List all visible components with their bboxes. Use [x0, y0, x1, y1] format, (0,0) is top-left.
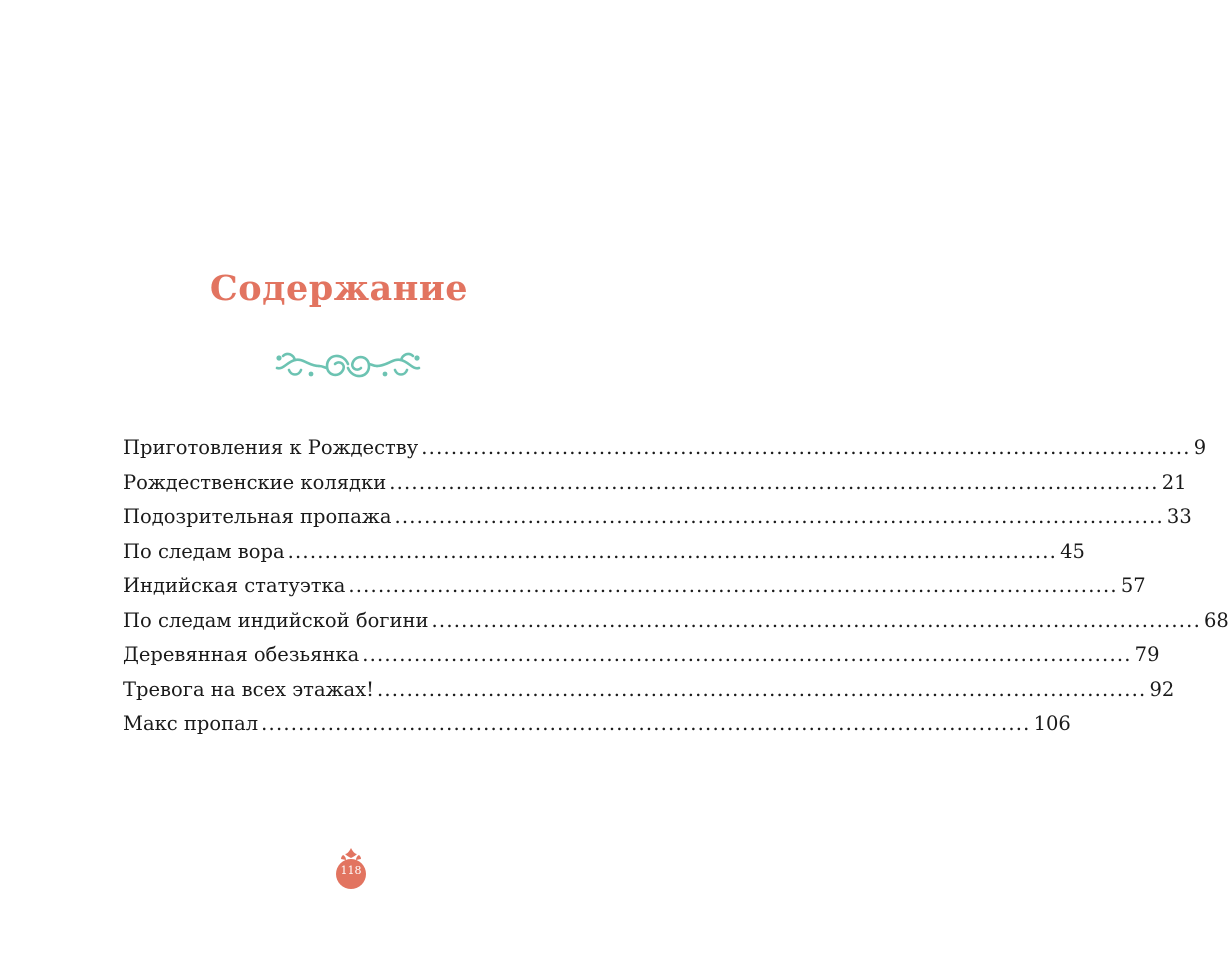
toc-entry-title: Индийская статуэтка	[123, 574, 346, 597]
toc-entry-title: Макс пропал	[123, 712, 259, 735]
toc-entry-page: 79	[1134, 643, 1160, 666]
toc-entry-page: 68	[1203, 608, 1229, 632]
page-number: 118	[340, 864, 362, 877]
toc-entry-page: 92	[1149, 677, 1175, 701]
toc-entry-page: 106	[1033, 712, 1071, 735]
toc-leader-dots: ........................................................................................................	[394, 505, 1164, 528]
toc-leader-dots: ........................................................................................................	[376, 677, 1147, 701]
toc-entry[interactable]	[123, 712, 1071, 747]
page-title: Содержание	[209, 268, 469, 309]
toc-leader-dots: ........................................................................................................	[389, 470, 1159, 494]
toc-leader-dots: ........................................................................................................	[362, 643, 1132, 666]
toc-entry[interactable]	[123, 539, 1085, 575]
toc-leader-dots: ........................................................................................................	[287, 539, 1058, 563]
toc-entry-title: Приготовления к Рождеству	[123, 436, 419, 459]
toc-leader-dots: ........................................................................................................	[431, 608, 1201, 632]
toc-entry-page: 21	[1161, 470, 1187, 494]
table-of-contents	[123, 436, 1229, 747]
toc-leader-dots: ........................................................................................................	[421, 436, 1191, 459]
toc-entry[interactable]	[123, 643, 1160, 678]
toc-leader-dots: ........................................................................................................	[348, 574, 1118, 597]
toc-entry[interactable]	[123, 436, 1207, 471]
toc-entry-title: Тревога на всех этажах!	[123, 677, 374, 701]
toc-entry-page: 33	[1166, 505, 1192, 528]
toc-entry-title: Подозрительная пропажа	[123, 505, 392, 528]
toc-entry-page: 45	[1060, 539, 1085, 563]
toc-entry-title: Деревянная обезьянка	[123, 643, 360, 666]
toc-entry-title: Рождественские колядки	[123, 470, 387, 494]
toc-entry[interactable]	[123, 677, 1175, 713]
toc-entry-title: По следам вора	[123, 539, 285, 563]
toc-entry-title: По следам индийской богини	[123, 608, 429, 632]
toc-entry[interactable]	[123, 470, 1187, 506]
flourish-ornament-icon	[275, 344, 421, 388]
toc-entry[interactable]	[123, 574, 1146, 609]
toc-entry-page: 9	[1193, 436, 1207, 459]
toc-leader-dots: ........................................................................................................	[261, 712, 1031, 735]
toc-entry[interactable]	[123, 505, 1192, 540]
toc-entry-page: 57	[1120, 574, 1146, 597]
toc-entry[interactable]	[123, 608, 1229, 644]
